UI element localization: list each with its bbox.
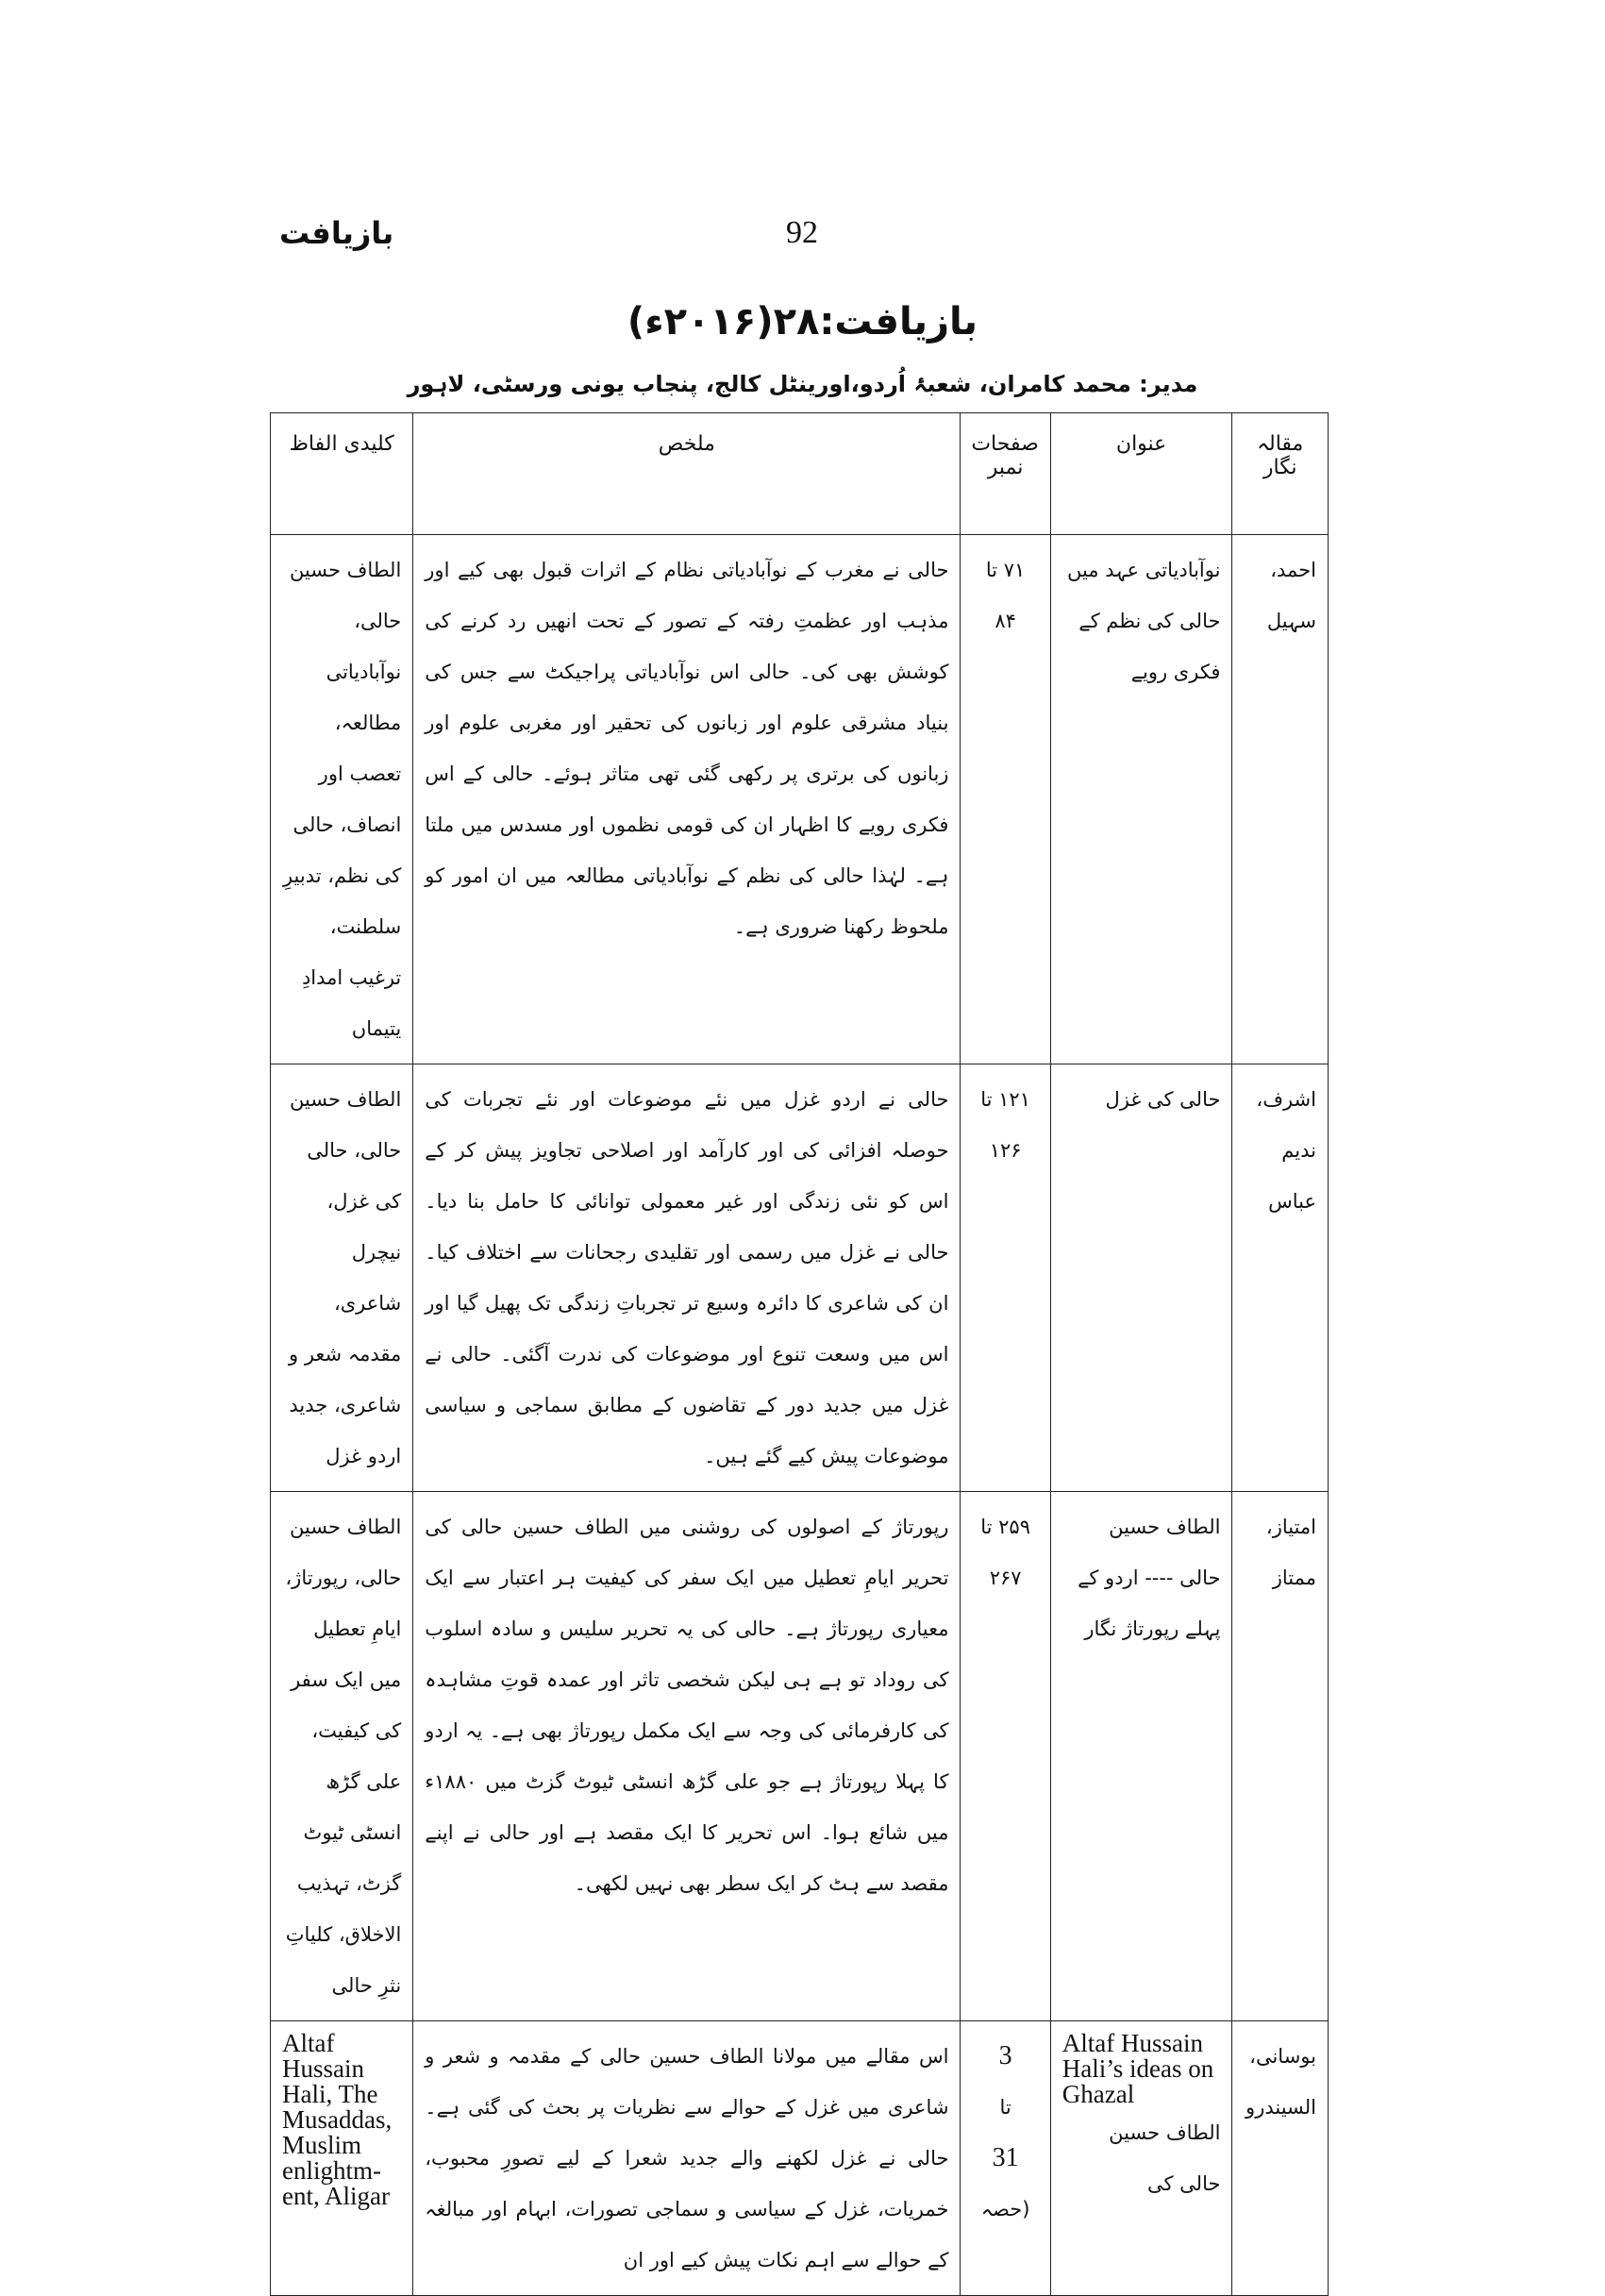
title-cell: الطاف حسین حالی ---- اردو کے پہلے رپورتاژ نگار xyxy=(1050,1492,1232,2021)
keywords-cell: الطاف حسین حالی، رپورتاژ، ایامِ تعطیل میں ایک سفر کی کیفیت، علی گڑھ انسٹی ٹیوٹ گزٹ، تہذیب الاخلاق، کلیاتِ نثرِ حالی xyxy=(271,1492,413,2021)
column-header-author: مقالہ نگار xyxy=(1232,413,1329,535)
pages-cell: ۷۱ تا ۸۴ xyxy=(961,535,1050,1064)
table-row xyxy=(271,2021,1329,2296)
title-cell: حالی کی غزل xyxy=(1050,1064,1232,1492)
abstract-cell: حالی نے مغرب کے نوآبادیاتی نظام کے اثرات قبول بھی کیے اور مذہب اور عظمتِ رفتہ کے تصور کے تحت انھیں رد کرنے کی کوشش بھی کی۔ حالی اس نوآبادیاتی پراجیکٹ سے جس کی بنیاد مشرقی علوم اور زبانوں کی تحقیر اور مغربی علوم اور زبانوں کی برتری پر رکھی گئی تھی متاثر ہوئے۔ حالی کے اس فکری رویے کا اظہار ان کی قومی نظموں اور مسدس میں ملتا ہے۔ لہٰذا حالی کی نظم کے نوآبادیاتی مطالعہ میں ان امور کو ملحوظ رکھنا ضروری ہے۔ xyxy=(413,535,961,1064)
pages-cell: ۱۲۱ تا ۱۲۶ xyxy=(961,1064,1050,1492)
table-row xyxy=(271,1064,1329,1492)
title-cell: نوآبادیاتی عہد میں حالی کی نظم کے فکری رویے xyxy=(1050,535,1232,1064)
page-number: 92 xyxy=(786,215,818,250)
column-header-keywords: کلیدی الفاظ xyxy=(271,413,413,535)
page-title: بازیافت:۲۸(۲۰۱۶ء) xyxy=(627,300,978,344)
keywords-cell: الطاف حسین حالی، نوآبادیاتی مطالعہ، تعصب اور انصاف، حالی کی نظم، تدبیرِ سلطنت، ترغیب امدادِ یتیماں xyxy=(271,535,413,1064)
keywords-cell xyxy=(271,2021,413,2296)
pages-start: 3 xyxy=(998,2041,1012,2070)
column-header-abstract: ملخص xyxy=(413,413,961,535)
table-header-row xyxy=(271,413,1329,535)
pages-note: (حصہ xyxy=(980,2198,1030,2221)
abstract-cell: حالی نے اردو غزل میں نئے موضوعات اور نئے تجربات کی حوصلہ افزائی کی اور کارآمد اور اصلاحی تجاویز پیش کر کے اس کو نئی زندگی اور غیر معمولی توانائی کا حامل بنا دیا۔ حالی نے غزل میں رسمی اور تقلیدی رجحانات سے اختلاف کیا۔ ان کی شاعری کا دائرہ وسیع تر تجرباتِ زندگی تک پھیل گیا اور اس میں وسعت تنوع اور موضوعات کی ندرت آگئی۔ حالی نے غزل میں جدید دور کے تقاضوں کے مطابق سماجی و سیاسی موضوعات پیش کیے گئے ہیں۔ xyxy=(413,1064,961,1492)
column-header-title: عنوان xyxy=(1050,413,1232,535)
pages-cell: ۲۵۹ تا ۲۶۷ xyxy=(961,1492,1050,2021)
keywords-english: Altaf Hussain Hali, The Musaddas, Muslim enlightm-ent, Aligar xyxy=(282,2029,393,2210)
abstract-cell: رپورتاژ کے اصولوں کی روشنی میں الطاف حسین حالی کی تحریر ایامِ تعطیل میں ایک سفر کی کیفیت ہر اعتبار سے ایک معیاری رپورتاژ ہے۔ حالی کی یہ تحریر سلیس و سادہ اسلوب کی روداد تو ہے ہی لیکن شخصی تاثر اور عمدہ قوتِ مشاہدہ کی کارفرمائی کی وجہ سے ایک مکمل رپورتاژ بھی ہے۔ یہ اردو کا پہلا رپورتاژ ہے جو علی گڑھ انسٹی ٹیوٹ گزٹ میں ۱۸۸۰ء میں شائع ہوا۔ اس تحریر کا ایک مقصد ہے اور حالی نے اپنے مقصد سے ہٹ کر ایک سطر بھی نہیں لکھی۔ xyxy=(413,1492,961,2021)
author-cell: امتیاز، ممتاز xyxy=(1232,1492,1329,2021)
index-table xyxy=(270,412,1329,2296)
abstract-cell: اس مقالے میں مولانا الطاف حسین حالی کے مقدمہ و شعر و شاعری میں غزل کے حوالے سے نظریات پر بحث کی گئی ہے۔ حالی نے غزل لکھنے والے جدید شعرا کے لیے تصورِ محبوب، خمریات، غزل کے سیاسی و سماجی تصورات، ابہام اور مبالغہ کے حوالے سے اہم نکات پیش کیے اور ان xyxy=(413,2021,961,2296)
table-row xyxy=(271,1492,1329,2021)
title-urdu: الطاف حسین حالی کی xyxy=(1109,2121,1221,2195)
pages-cell xyxy=(961,2021,1050,2296)
keywords-cell: الطاف حسین حالی، حالی کی غزل، نیچرل شاعری، مقدمہ شعر و شاعری، جدید اردو غزل xyxy=(271,1064,413,1492)
running-head: بازیافت xyxy=(279,215,394,251)
title-cell xyxy=(1050,2021,1232,2296)
pages-end: 31 xyxy=(992,2143,1019,2172)
pages-separator: تا xyxy=(999,2096,1011,2119)
author-cell: بوسانی، السیندرو xyxy=(1232,2021,1329,2296)
title-english: Altaf Hussain Hali’s ideas on Ghazal xyxy=(1062,2029,1214,2108)
table-row xyxy=(271,535,1329,1064)
author-cell: احمد، سہیل xyxy=(1232,535,1329,1064)
column-header-pages: صفحات نمبر xyxy=(961,413,1050,535)
page-subtitle: مدیر: محمد کامران، شعبۂ اُردو،اورینٹل کالج، پنجاب یونی ورسٹی، لاہور xyxy=(407,371,1198,397)
author-cell: اشرف، ندیم عباس xyxy=(1232,1064,1329,1492)
